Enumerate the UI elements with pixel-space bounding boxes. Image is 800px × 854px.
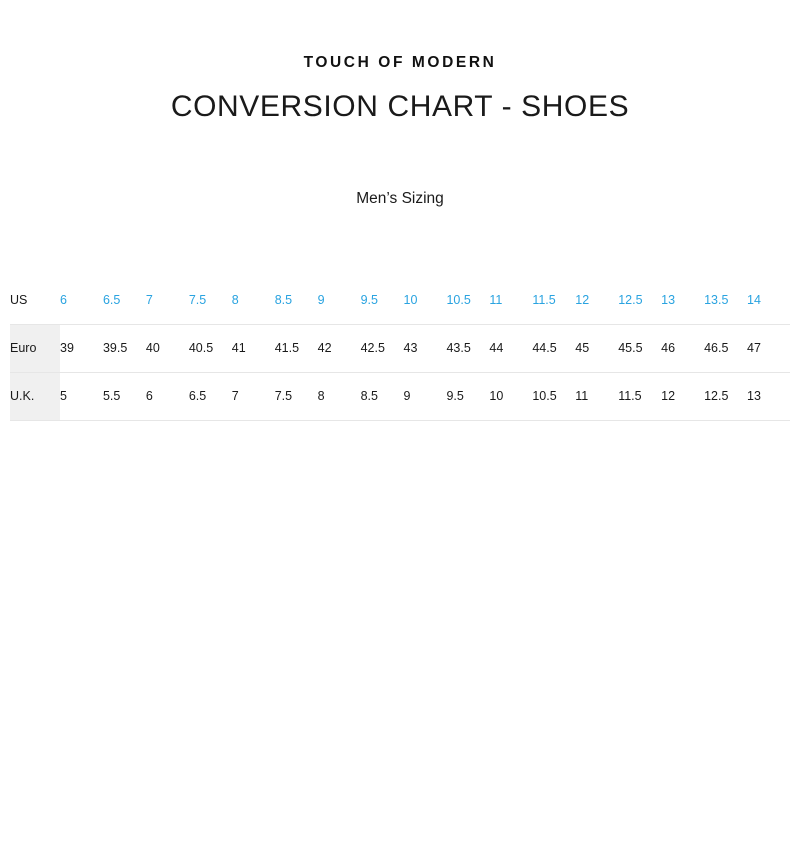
cell-us-2: 7 (145, 292, 153, 307)
cell-us-7: 9.5 (360, 292, 378, 307)
cell-euro-16: 47 (747, 341, 761, 355)
cell-us-13: 12.5 (618, 292, 643, 307)
cell-uk-10: 10 (489, 389, 504, 403)
cell-euro-2: 40 (145, 341, 160, 355)
cell-uk-15: 12.5 (704, 389, 729, 403)
cell-uk-3: 6.5 (188, 389, 207, 403)
cell-euro-1: 39.5 (102, 341, 128, 355)
row-label-uk: U.K. (10, 372, 60, 420)
cell-us-8: 10 (403, 292, 418, 307)
cell-euro-7: 42.5 (360, 341, 385, 355)
cell-us-6: 9 (317, 292, 325, 307)
cell-us-12: 12 (575, 292, 590, 307)
cell-us-3: 7.5 (188, 292, 207, 307)
cell-euro-12: 45 (575, 341, 590, 355)
page-title: CONVERSION CHART - SHOES (170, 90, 630, 123)
cell-us-5: 8.5 (274, 292, 293, 307)
sizing-subtitle: Men’s Sizing (356, 190, 444, 207)
cell-euro-0: 39 (60, 341, 74, 355)
cell-uk-14: 12 (661, 389, 676, 403)
conversion-table-wrap (0, 276, 800, 421)
cell-uk-12: 11 (575, 389, 589, 403)
cell-us-15: 13.5 (704, 292, 729, 307)
row-label-us: US (10, 276, 60, 324)
cell-us-11: 11.5 (532, 292, 556, 307)
cell-uk-8: 9 (403, 389, 411, 403)
cell-uk-1: 5.5 (102, 389, 121, 403)
cell-us-0: 6 (60, 292, 67, 307)
cell-euro-6: 42 (317, 341, 332, 355)
cell-euro-10: 44 (489, 341, 504, 355)
cell-euro-4: 41 (231, 341, 246, 355)
table-row (10, 372, 790, 420)
cell-uk-5: 7.5 (274, 389, 293, 403)
table-row (10, 276, 790, 324)
cell-uk-9: 9.5 (446, 389, 464, 403)
cell-uk-13: 11.5 (618, 389, 642, 403)
cell-euro-9: 43.5 (446, 341, 471, 355)
table-row (10, 324, 790, 372)
cell-euro-11: 44.5 (532, 341, 557, 355)
cell-us-4: 8 (231, 292, 239, 307)
cell-euro-13: 45.5 (618, 341, 643, 355)
cell-us-16: 14 (747, 292, 761, 307)
cell-uk-6: 8 (317, 389, 325, 403)
cell-uk-16: 13 (747, 389, 761, 403)
cell-us-1: 6.5 (102, 292, 121, 307)
cell-uk-0: 5 (60, 389, 67, 403)
conversion-chart-page (0, 54, 800, 854)
conversion-table (10, 276, 790, 421)
cell-us-14: 13 (661, 292, 676, 307)
cell-euro-5: 41.5 (274, 341, 300, 355)
cell-euro-15: 46.5 (704, 341, 729, 355)
cell-us-9: 10.5 (446, 292, 471, 307)
cell-us-10: 11 (489, 292, 503, 307)
brand-logo: TOUCH OF MODERN (303, 54, 497, 71)
cell-uk-11: 10.5 (532, 389, 557, 403)
cell-euro-8: 43 (403, 341, 418, 355)
cell-uk-4: 7 (231, 389, 239, 403)
cell-euro-14: 46 (661, 341, 676, 355)
cell-euro-3: 40.5 (188, 341, 214, 355)
row-label-euro: Euro (10, 324, 60, 372)
cell-uk-2: 6 (145, 389, 153, 403)
cell-uk-7: 8.5 (360, 389, 378, 403)
